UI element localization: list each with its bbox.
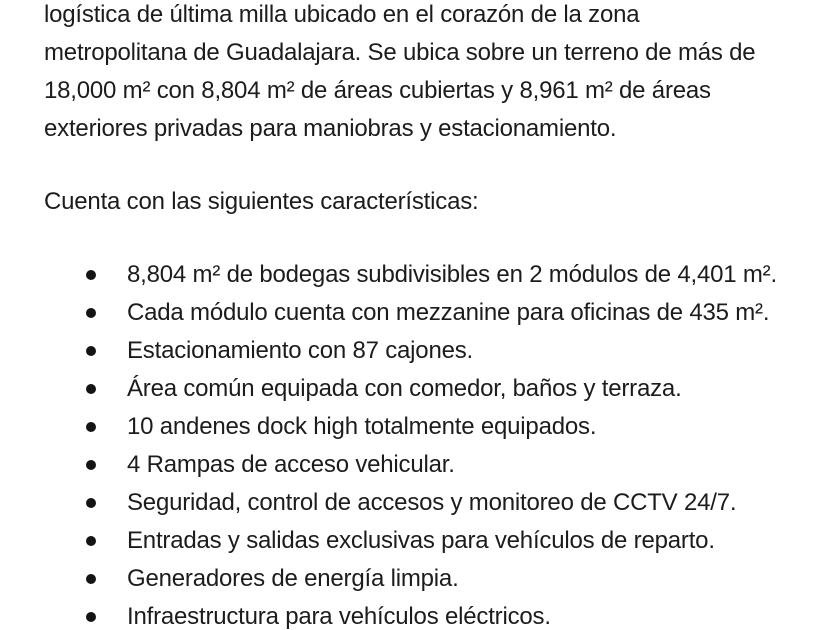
list-item: [0, 446, 840, 484]
bullet-icon: [86, 308, 96, 318]
bullet-icon: [86, 422, 96, 432]
paragraph-line: logística de última milla ubicado en el corazón de la zona: [44, 1, 640, 28]
list-item-text: Área común equipada con comedor, baños y terraza.: [127, 375, 682, 402]
list-item: [0, 256, 840, 294]
list-item: [0, 408, 840, 446]
list-item: [0, 522, 840, 560]
list-item-text: Entradas y salidas exclusivas para vehículos de reparto.: [127, 527, 715, 554]
list-item: [0, 370, 840, 408]
list-item-text: Generadores de energía limpia.: [127, 565, 459, 592]
bullet-icon: [86, 612, 96, 622]
paragraph-line: metropolitana de Guadalajara. Se ubica sobre un terreno de más de: [44, 39, 756, 66]
list-item-text: Seguridad, control de accesos y monitoreo de CCTV 24/7.: [127, 489, 737, 516]
list-item-text: 8,804 m² de bodegas subdivisibles en 2 módulos de 4,401 m².: [127, 261, 777, 288]
bullet-icon: [86, 536, 96, 546]
bullet-icon: [86, 346, 96, 356]
bullet-icon: [86, 574, 96, 584]
paragraph-line: 18,000 m² con 8,804 m² de áreas cubiertas y 8,961 m² de áreas: [44, 77, 711, 104]
list-item-text: 10 andenes dock high totalmente equipados.: [127, 413, 597, 440]
list-item-text: 4 Rampas de acceso vehicular.: [127, 451, 455, 478]
bullet-icon: [86, 270, 96, 280]
list-item: [0, 332, 840, 370]
intro-paragraph: [44, 0, 840, 148]
paragraph-line: exteriores privadas para maniobras y estacionamiento.: [44, 115, 617, 142]
list-item: [0, 560, 840, 598]
bullet-icon: [86, 498, 96, 508]
list-item: [0, 598, 840, 630]
features-list: [0, 256, 840, 630]
features-heading: Cuenta con las siguientes características:: [44, 188, 479, 215]
list-item-text: Infraestructura para vehículos eléctricos.: [127, 603, 551, 630]
list-item-text: Estacionamiento con 87 cajones.: [127, 337, 474, 364]
list-item: [0, 484, 840, 522]
list-item: [0, 294, 840, 332]
list-item-text: Cada módulo cuenta con mezzanine para oficinas de 435 m².: [127, 299, 770, 326]
bullet-icon: [86, 384, 96, 394]
bullet-icon: [86, 460, 96, 470]
